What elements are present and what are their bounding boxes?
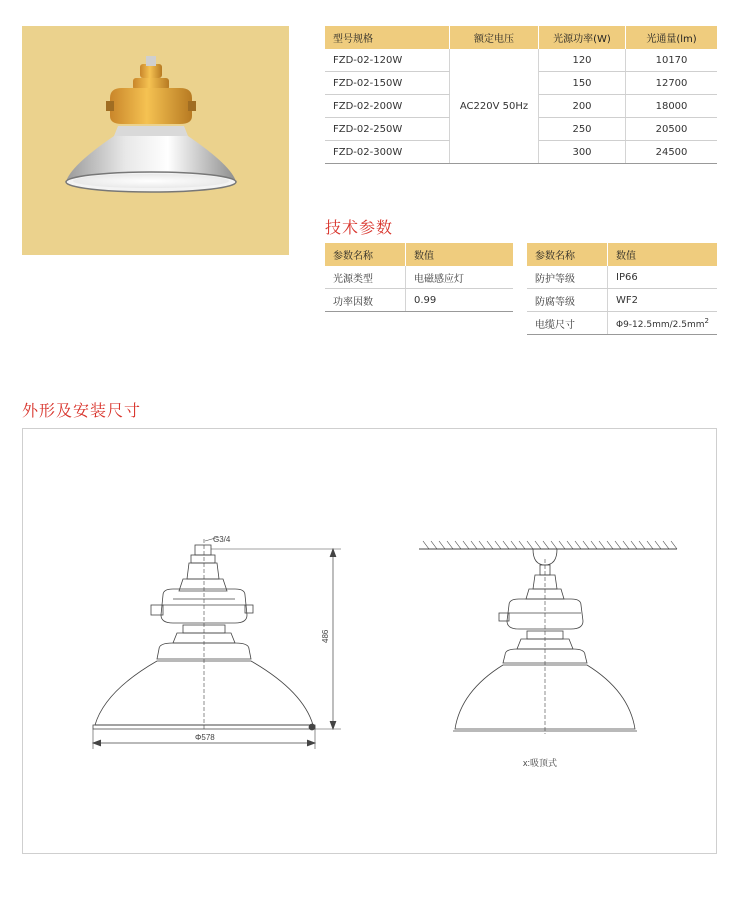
power-cell: 200: [539, 95, 626, 118]
param-name: 电缆尺寸: [527, 312, 608, 335]
mount-caption: x:吸顶式: [523, 758, 558, 768]
power-cell: 150: [539, 72, 626, 95]
dimension-drawing-frame: [22, 428, 717, 854]
dimension-drawings: [23, 429, 716, 853]
col-param-value: 数值: [608, 243, 718, 266]
param-name: 防腐等级: [527, 289, 608, 312]
model-spec-table: [325, 26, 717, 164]
lamp-photo-illustration: [22, 26, 289, 255]
col-power: 光源功率(W): [539, 26, 626, 49]
tech-params-table-right: [527, 243, 717, 335]
param-name: 功率因数: [325, 289, 406, 312]
table-row: [527, 289, 717, 312]
model-cell: FZD-02-150W: [325, 72, 450, 95]
col-param-name: 参数名称: [325, 243, 406, 266]
tech-params-table-left: [325, 243, 513, 312]
model-cell: FZD-02-120W: [325, 49, 450, 72]
col-flux: 光通量(lm): [626, 26, 718, 49]
flux-cell: 18000: [626, 95, 718, 118]
flux-cell: 10170: [626, 49, 718, 72]
model-cell: FZD-02-200W: [325, 95, 450, 118]
param-value: WF2: [608, 289, 718, 312]
param-value: IP66: [608, 266, 718, 289]
param-name: 光源类型: [325, 266, 406, 289]
power-cell: 120: [539, 49, 626, 72]
front-view-drawing: [93, 537, 341, 749]
cable-size-value: Φ9-12.5mm/2.5mm: [616, 319, 705, 330]
model-cell: FZD-02-300W: [325, 141, 450, 164]
voltage-cell: AC220V 50Hz: [450, 49, 539, 164]
table-row: [325, 266, 513, 289]
col-model: 型号规格: [325, 26, 450, 49]
flux-cell: 12700: [626, 72, 718, 95]
table-row: [325, 49, 717, 72]
param-name: 防护等级: [527, 266, 608, 289]
param-value: 0.99: [406, 289, 514, 312]
ceiling-mount-view-drawing: [419, 541, 677, 734]
table-row: [325, 289, 513, 312]
table-row: [527, 312, 717, 335]
model-cell: FZD-02-250W: [325, 118, 450, 141]
flux-cell: 20500: [626, 118, 718, 141]
power-cell: 250: [539, 118, 626, 141]
diameter-label: Φ578: [195, 733, 215, 742]
param-value: [608, 312, 718, 335]
col-voltage: 额定电压: [450, 26, 539, 49]
install-dimensions-title: 外形及安装尺寸: [22, 401, 142, 420]
table-row: [527, 266, 717, 289]
power-cell: 300: [539, 141, 626, 164]
tech-params-title: 技术参数: [325, 218, 394, 237]
flux-cell: 24500: [626, 141, 718, 164]
col-param-name: 参数名称: [527, 243, 608, 266]
height-label: 486: [321, 629, 330, 643]
param-value: 电磁感应灯: [406, 266, 514, 289]
product-photo: [22, 26, 289, 255]
cable-size-sup: 2: [704, 316, 709, 325]
thread-label: G3/4: [213, 535, 231, 544]
col-param-value: 数值: [406, 243, 514, 266]
